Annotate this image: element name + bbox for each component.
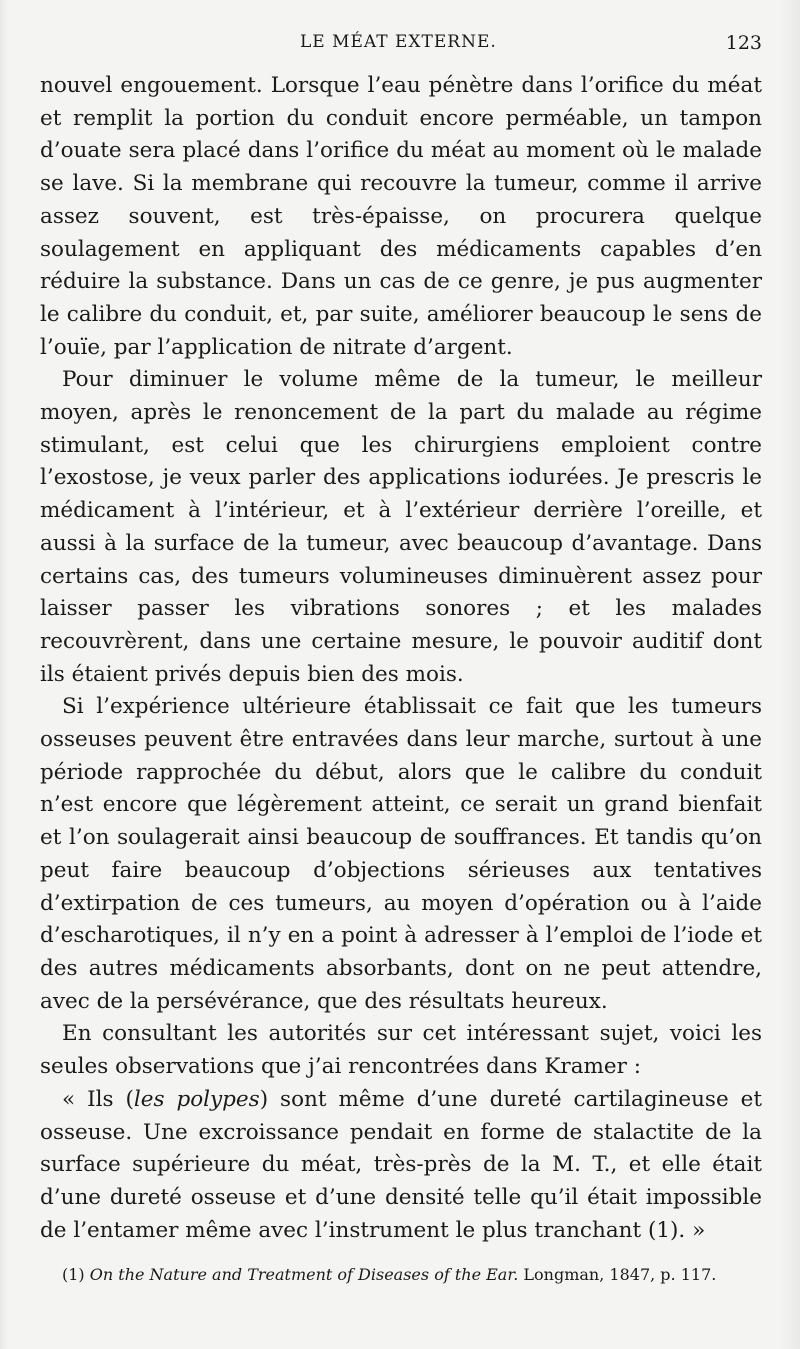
- running-title: LE MÉAT EXTERNE.: [300, 32, 497, 52]
- footnote-title: On the Nature and Treatment of Diseases of the Ear.: [89, 1265, 519, 1284]
- quote-italic: les polypes: [133, 1086, 260, 1112]
- paragraph-3: Si l’expérience ultérieure établissait ce fait que les tumeurs osseuses peuvent être entravées dans leur marche, surtout à une période rapprochée du début, alors que le calibre du conduit n’est encore que légèrement atteint, ce serait un grand bienfait et l’on soulagerait ainsi beaucoup de souffrances. Et tandis qu’on peut faire beaucoup d’objections sérieuses aux tentatives d’extirpation de ces tumeurs, au moyen d’opération ou à l’aide d’escharotiques, il n’y en a point à adresser à l’emploi de l’iode et des autres médicaments absorbants, dont on ne peut attendre, avec de la persévérance, que des résultats heureux.: [40, 694, 762, 1014]
- paragraph-1: nouvel engouement. Lorsque l’eau pénètre dans l’orifice du méat et remplit la portion du conduit encore perméable, un tampon d’ouate sera placé dans l’orifice du méat au moment où le malade se lave. Si la membrane qui recouvre la tumeur, comme il arrive assez souvent, est très-épaisse, on procurera quelque soulagement en appliquant des médicaments capables d’en réduire la substance. Dans un cas de ce genre, je pus augmenter le calibre du conduit, et, par suite, améliorer beaucoup le sens de l’ouïe, par l’application de nitrate d’argent.: [40, 73, 762, 360]
- paragraph-4: En consultant les autorités sur cet intéressant sujet, voici les seules observations que j’ai rencontrées dans Kramer :: [40, 1021, 762, 1080]
- quote-rest: ) sont même d’une dureté cartilagineuse et osseuse. Une excroissance pendait en forme de stalactite de la surface supérieure du méat, très-près de la M. T., et elle était d’une dureté osseuse et d’une densité telle qu’il était impossible de l’entamer même avec l’instrument le plus tranchant (1). »: [40, 1086, 763, 1243]
- page-header: [0, 32, 800, 62]
- main-text: [40, 70, 762, 1247]
- footnote: [40, 1262, 762, 1288]
- quote-open: « Ils (: [62, 1086, 134, 1112]
- page-number: 123: [725, 32, 762, 54]
- footnote-marker: (1): [62, 1265, 90, 1284]
- kramer-quotation: [40, 1084, 762, 1248]
- paragraph-2: Pour diminuer le volume même de la tumeur, le meilleur moyen, après le renoncement de la part du malade au régime stimulant, est celui que les chirurgiens emploient contre l’exostose, je veux parler des applications iodurées. Je prescris le médicament à l’intérieur, et à l’extérieur derrière l’oreille, et aussi à la surface de la tumeur, avec beaucoup d’avantage. Dans certains cas, des tumeurs volumineuses diminuèrent assez pour laisser passer les vibrations sonores ; et les malades recouvrèrent, dans une certaine mesure, le pouvoir auditif dont ils étaient privés depuis bien des mois.: [40, 367, 762, 687]
- footnote-rest: Longman, 1847, p. 117.: [518, 1265, 717, 1284]
